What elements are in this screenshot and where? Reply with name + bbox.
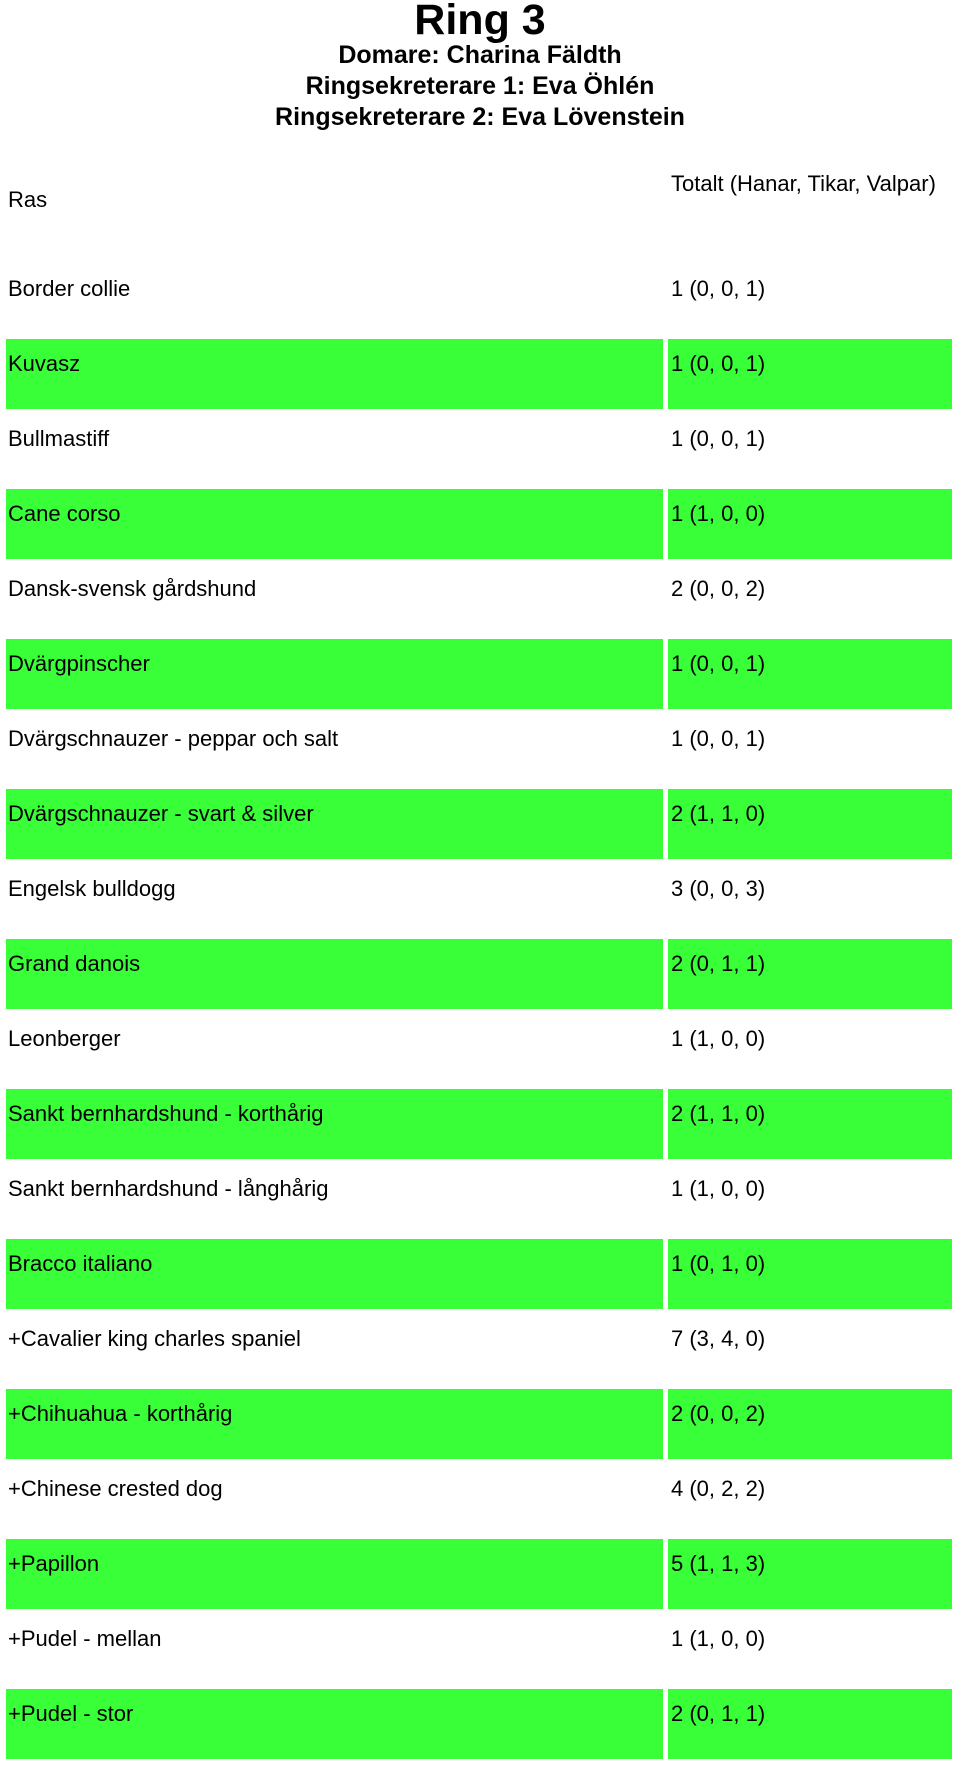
total-cell: 3 (0, 0, 3) [671, 876, 766, 901]
table-row [0, 1464, 960, 1534]
total-cell: 2 (0, 1, 1) [668, 1689, 952, 1759]
total-cell: 1 (0, 0, 1) [671, 426, 766, 451]
total-cell: 2 (1, 1, 0) [668, 789, 952, 859]
total-cell: 1 (0, 0, 1) [671, 276, 766, 301]
breed-cell: +Pudel - mellan [8, 1626, 162, 1651]
total-cell: 1 (1, 0, 0) [671, 1626, 766, 1651]
table-row [0, 1389, 960, 1459]
total-cell: 7 (3, 4, 0) [671, 1326, 766, 1351]
breed-cell: +Pudel - stor [6, 1689, 663, 1759]
total-cell: 4 (0, 2, 2) [671, 1476, 766, 1501]
breed-cell: Dvärgschnauzer - peppar och salt [8, 726, 339, 751]
table-row [0, 264, 960, 334]
table-row [0, 639, 960, 709]
breed-cell: Grand danois [6, 939, 663, 1009]
table-row [0, 714, 960, 784]
page-title: Ring 3 [414, 0, 546, 44]
breed-cell: Sankt bernhardshund - långhårig [8, 1176, 329, 1201]
total-cell: 1 (0, 1, 0) [668, 1239, 952, 1309]
total-cell: 2 (0, 0, 2) [671, 576, 766, 601]
breed-cell: +Papillon [6, 1539, 663, 1609]
breed-cell: Bullmastiff [8, 426, 110, 451]
total-cell: 2 (0, 1, 1) [668, 939, 952, 1009]
secretary-1-line: Ringsekreterare 1: Eva Öhlén [305, 72, 655, 100]
table-row [0, 339, 960, 409]
table-row [0, 489, 960, 559]
breed-cell: Leonberger [8, 1026, 121, 1051]
breed-cell: Dvärgpinscher [6, 639, 663, 709]
total-cell: 1 (1, 0, 0) [668, 489, 952, 559]
total-cell: 5 (1, 1, 3) [668, 1539, 952, 1609]
breed-cell: +Chihuahua - korthårig [6, 1389, 663, 1459]
total-cell: 1 (1, 0, 0) [671, 1026, 766, 1051]
table-row [0, 1014, 960, 1084]
breed-cell: Kuvasz [6, 339, 663, 409]
total-cell: 1 (0, 0, 1) [671, 726, 766, 751]
judge-line: Domare: Charina Fäldth [338, 41, 622, 69]
breed-cell: +Cavalier king charles spaniel [8, 1326, 301, 1351]
breed-cell: Dvärgschnauzer - svart & silver [6, 789, 663, 859]
table-row [0, 564, 960, 634]
total-cell: 2 (1, 1, 0) [668, 1089, 952, 1159]
column-header-total: Totalt (Hanar, Tikar, Valpar) [671, 171, 936, 196]
breed-cell: Dansk-svensk gårdshund [8, 576, 257, 601]
table-row [0, 1164, 960, 1234]
breed-cell: Engelsk bulldogg [8, 876, 176, 901]
table-row [0, 939, 960, 1009]
breed-cell: Border collie [8, 276, 131, 301]
table-row [0, 1689, 960, 1759]
total-cell: 1 (1, 0, 0) [671, 1176, 766, 1201]
table-row [0, 864, 960, 934]
total-cell: 2 (0, 0, 2) [668, 1389, 952, 1459]
table-row [0, 1089, 960, 1159]
table-row [0, 1239, 960, 1309]
breed-cell: +Chinese crested dog [8, 1476, 223, 1501]
total-cell: 1 (0, 0, 1) [668, 639, 952, 709]
table-row [0, 414, 960, 484]
breed-cell: Cane corso [6, 489, 663, 559]
ring-header [0, 0, 960, 133]
total-cell: 1 (0, 0, 1) [668, 339, 952, 409]
table-row [0, 1539, 960, 1609]
table-header-row [0, 163, 960, 233]
breed-cell: Sankt bernhardshund - korthårig [6, 1089, 663, 1159]
breed-cell: Bracco italiano [6, 1239, 663, 1309]
table-row [0, 789, 960, 859]
secretary-2-line: Ringsekreterare 2: Eva Lövenstein [275, 103, 685, 131]
table-row [0, 1614, 960, 1684]
table-row [0, 1314, 960, 1384]
column-header-breed: Ras [8, 187, 48, 212]
